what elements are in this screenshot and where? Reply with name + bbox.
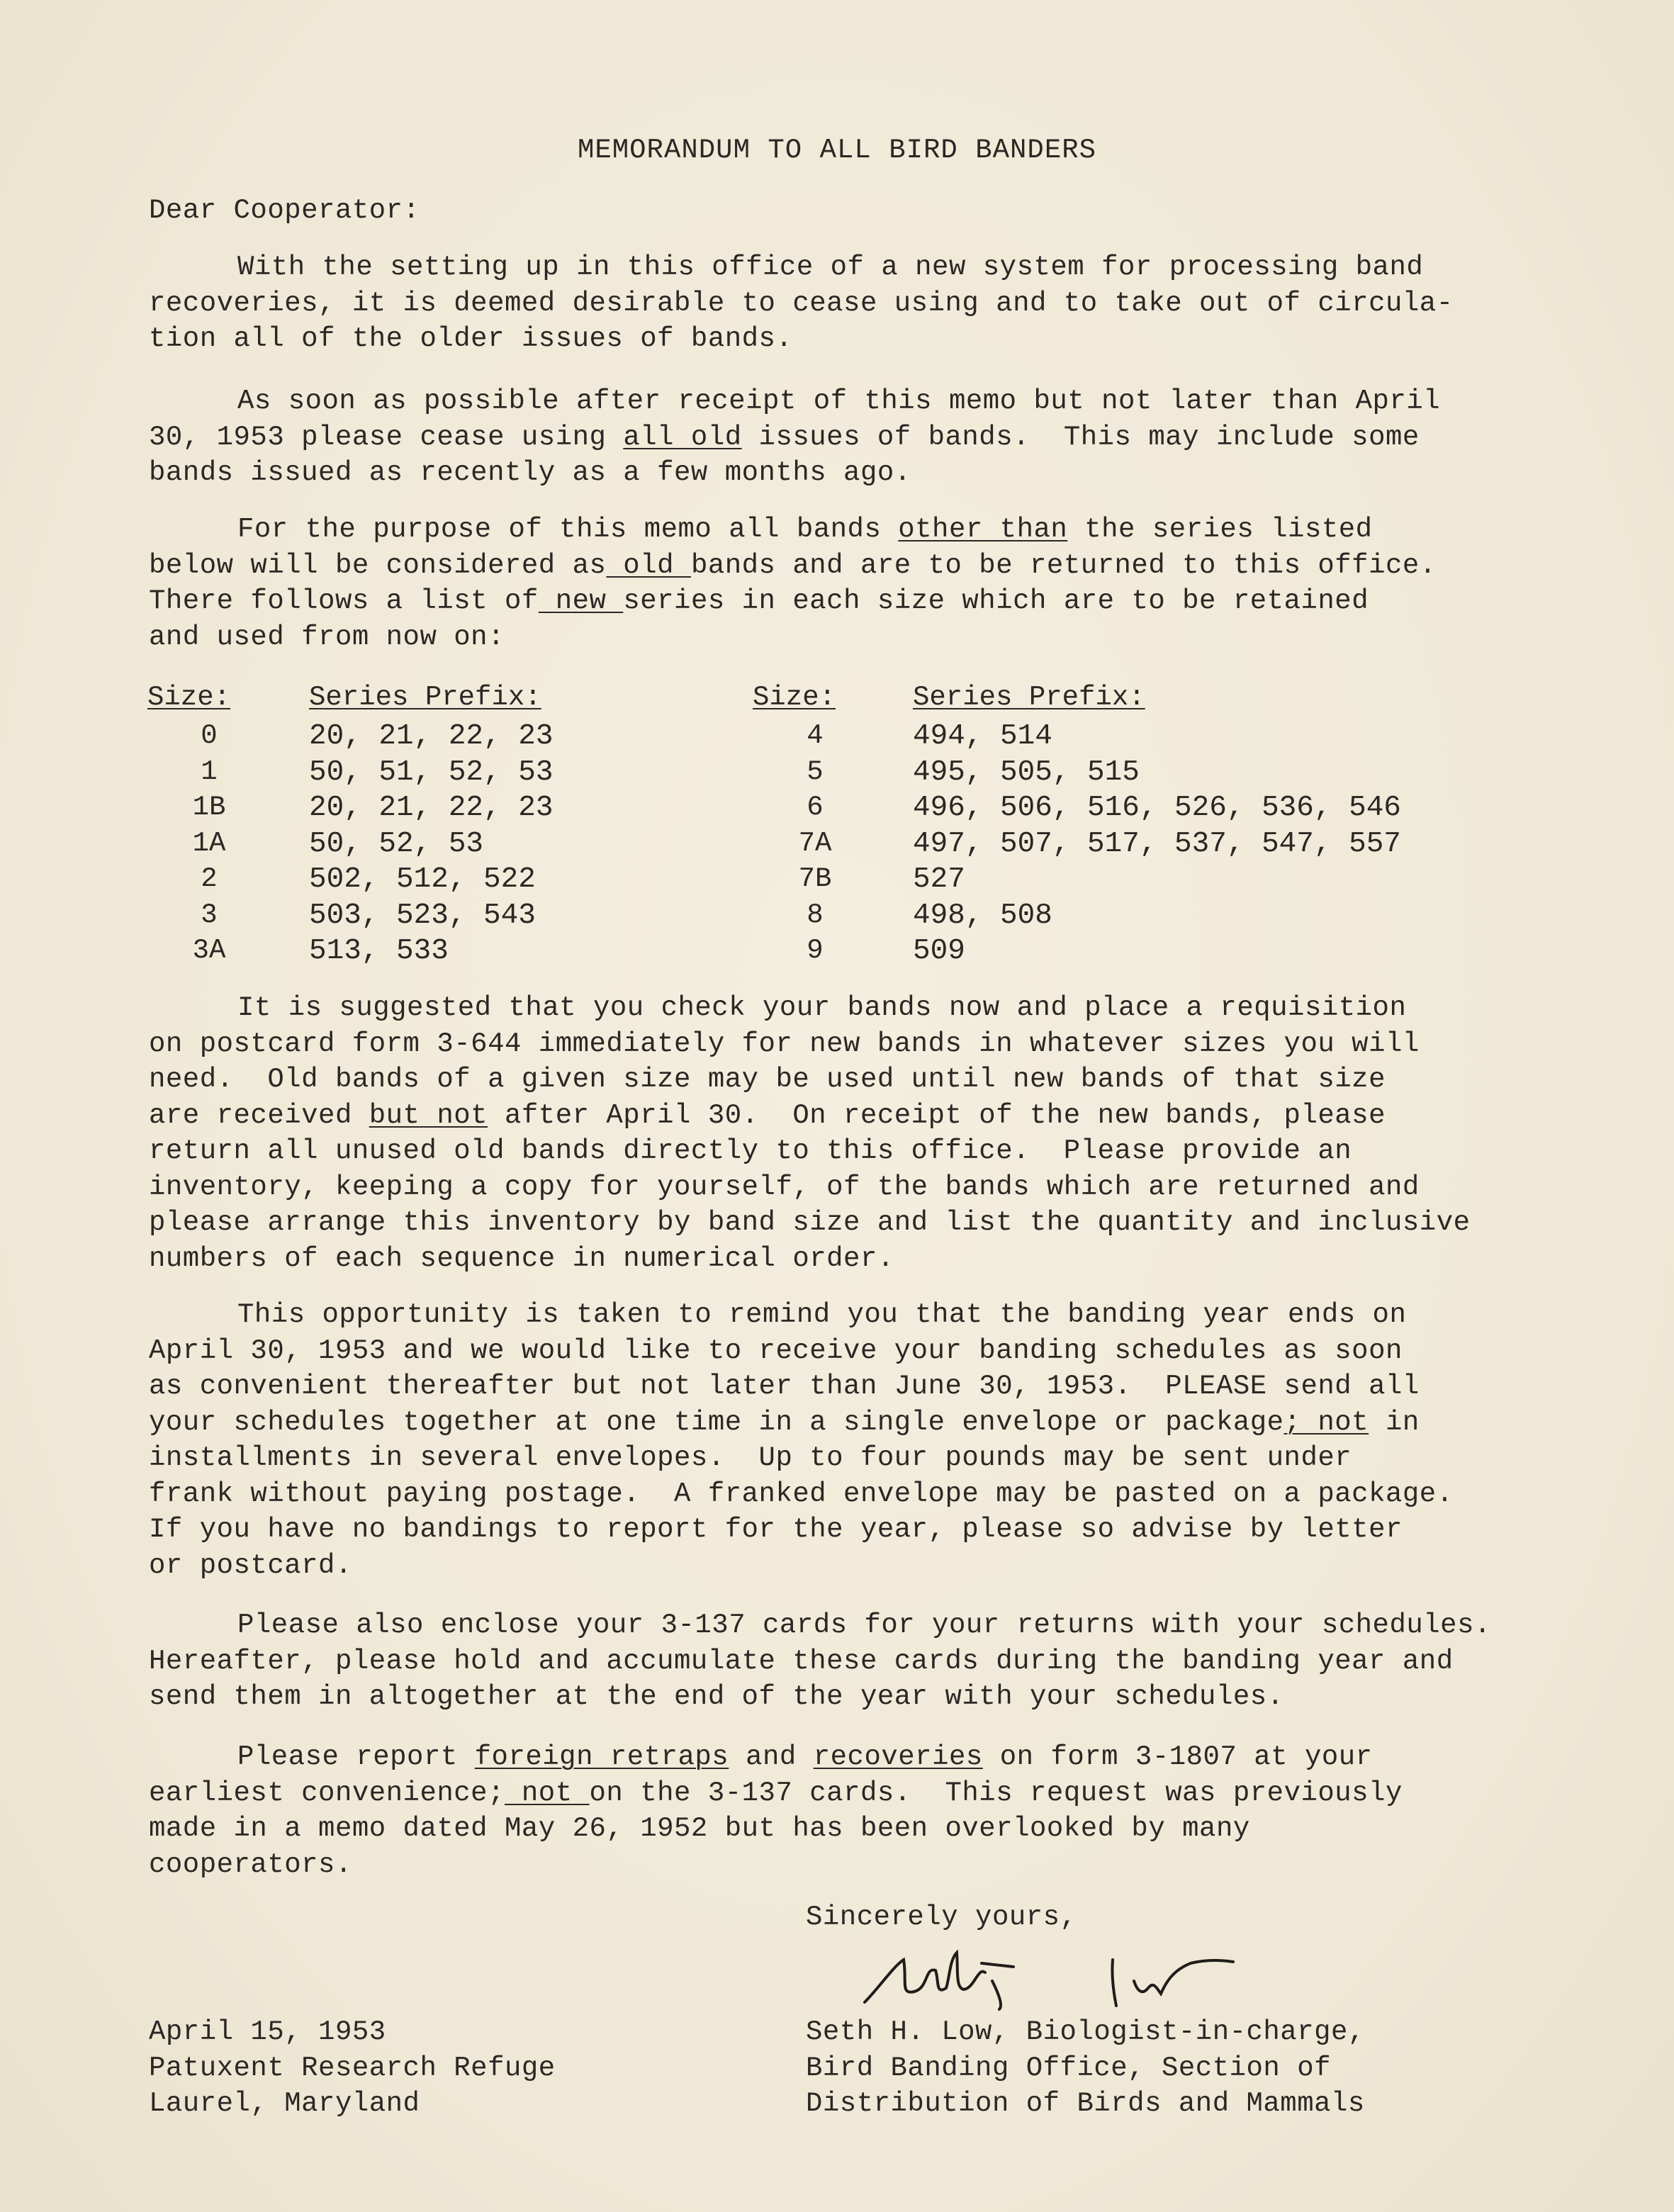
band-series-cell: 20, 21, 22, 23 bbox=[309, 720, 554, 753]
band-series-cell: 502, 512, 522 bbox=[309, 863, 536, 896]
band-series-cell: 513, 533 bbox=[309, 935, 449, 967]
band-series-cell: 527 bbox=[913, 863, 965, 896]
band-size-cell: 1 bbox=[201, 756, 218, 787]
paragraph-7 bbox=[149, 1739, 1566, 1882]
band-size-cell: 3 bbox=[201, 899, 218, 931]
paragraph-line: For the purpose of this memo all bands other than the series listed bbox=[237, 514, 1373, 545]
paragraph-4 bbox=[149, 990, 1566, 1276]
paragraph-line: or postcard. bbox=[149, 1549, 352, 1581]
paragraph-line: bands issued as recently as a few months ago. bbox=[149, 457, 911, 488]
size-header-right: Size: bbox=[753, 682, 836, 713]
paragraph-line: on postcard form 3-644 immediately for new bands in whatever sizes you will bbox=[149, 1028, 1420, 1060]
band-size-cell: 7A bbox=[798, 827, 832, 859]
band-series-cell: 20, 21, 22, 23 bbox=[309, 792, 554, 824]
memo-title: MEMORANDUM TO ALL BIRD BANDERS bbox=[577, 135, 1097, 166]
band-series-cell: 50, 51, 52, 53 bbox=[309, 756, 554, 789]
paragraph-line: return all unused old bands directly to this office. Please provide an bbox=[149, 1135, 1352, 1167]
paragraph-line: With the setting up in this office of a new system for processing band bbox=[237, 252, 1424, 283]
band-series-cell: 498, 508 bbox=[913, 899, 1052, 932]
signer-line: Seth H. Low, Biologist-in-charge, bbox=[806, 2016, 1365, 2048]
closing: Sincerely yours, bbox=[806, 1902, 1077, 1933]
paragraph-line: Hereafter, please hold and accumulate these cards during the banding year and bbox=[149, 1645, 1454, 1677]
signer-line: Bird Banding Office, Section of bbox=[806, 2052, 1332, 2084]
signer-line: Distribution of Birds and Mammals bbox=[806, 2088, 1365, 2119]
band-series-cell: 503, 523, 543 bbox=[309, 899, 536, 932]
paragraph-line: need. Old bands of a given size may be used until new bands of that size bbox=[149, 1064, 1386, 1095]
band-size-cell: 2 bbox=[201, 863, 218, 894]
paragraph-2 bbox=[149, 383, 1566, 491]
paragraph-line: Please also enclose your 3-137 cards for your returns with your schedules. bbox=[237, 1610, 1491, 1641]
paragraph-1 bbox=[149, 249, 1566, 357]
band-size-cell: 6 bbox=[807, 792, 824, 823]
paragraph-line: below will be considered as old bands and are to be returned to this office. bbox=[149, 549, 1437, 581]
paragraph-line: recoveries, it is deemed desirable to cease using and to take out of circula- bbox=[149, 287, 1454, 319]
paragraph-line: installments in several envelopes. Up to four pounds may be sent under bbox=[149, 1442, 1352, 1473]
paragraph-line: As soon as possible after receipt of this memo but not later than April bbox=[237, 386, 1441, 417]
band-size-cell: 7B bbox=[798, 863, 832, 894]
band-size-cell: 3A bbox=[192, 935, 226, 966]
series-header-left: Series Prefix: bbox=[309, 682, 541, 713]
paragraph-line: inventory, keeping a copy for yourself, of the bands which are returned and bbox=[149, 1171, 1420, 1203]
paragraph-6 bbox=[149, 1607, 1566, 1715]
band-size-cell: 5 bbox=[807, 756, 824, 787]
paragraph-line: numbers of each sequence in numerical order. bbox=[149, 1242, 894, 1274]
band-series-cell: 495, 505, 515 bbox=[913, 756, 1140, 789]
band-size-cell: 0 bbox=[201, 720, 218, 751]
salutation: Dear Cooperator: bbox=[149, 195, 420, 226]
band-series-cell: 497, 507, 517, 537, 547, 557 bbox=[913, 827, 1401, 860]
band-size-cell: 8 bbox=[807, 899, 824, 931]
paragraph-line: If you have no bandings to report for the year, please so advise by letter bbox=[149, 1514, 1403, 1545]
paragraph-line: please arrange this inventory by band size and list the quantity and inclusive bbox=[149, 1207, 1471, 1238]
paragraph-line: 30, 1953 please cease using all old issues of bands. This may include some bbox=[149, 421, 1420, 453]
band-series-cell: 509 bbox=[913, 935, 965, 967]
size-header-left: Size: bbox=[147, 682, 231, 713]
band-size-cell: 1A bbox=[192, 827, 226, 859]
paragraph-line: This opportunity is taken to remind you that the banding year ends on bbox=[237, 1299, 1407, 1330]
paragraph-line: send them in altogether at the end of the year with your schedules. bbox=[149, 1681, 1284, 1712]
paragraph-line: April 30, 1953 and we would like to receive your banding schedules as soon bbox=[149, 1335, 1403, 1366]
signature-image bbox=[850, 1938, 1276, 2016]
paragraph-line: frank without paying postage. A franked envelope may be pasted on a package. bbox=[149, 1478, 1454, 1510]
paragraph-line: cooperators. bbox=[149, 1848, 352, 1880]
paragraph-line: as convenient thereafter but not later than June 30, 1953. PLEASE send all bbox=[149, 1371, 1420, 1402]
paragraph-3 bbox=[149, 512, 1566, 655]
band-size-cell: 1B bbox=[192, 792, 226, 823]
paragraph-5 bbox=[149, 1297, 1566, 1583]
date-block bbox=[149, 2014, 787, 2122]
series-header-right: Series Prefix: bbox=[913, 682, 1145, 713]
paragraph-line: tion all of the older issues of bands. bbox=[149, 323, 793, 354]
band-size-cell: 9 bbox=[807, 935, 824, 966]
signer-block bbox=[806, 2014, 1621, 2122]
paragraph-line: and used from now on: bbox=[149, 621, 505, 653]
band-series-cell: 496, 506, 516, 526, 536, 546 bbox=[913, 792, 1401, 824]
location-line: Laurel, Maryland bbox=[149, 2088, 420, 2119]
paragraph-line: your schedules together at one time in a single envelope or package; not in bbox=[149, 1406, 1420, 1438]
band-size-cell: 4 bbox=[807, 720, 824, 751]
paragraph-line: There follows a list of new series in each size which are to be retained bbox=[149, 585, 1369, 617]
paragraph-line: It is suggested that you check your bands now and place a requisition bbox=[237, 992, 1407, 1023]
paragraph-line: are received but not after April 30. On receipt of the new bands, please bbox=[149, 1099, 1386, 1131]
date-line: April 15, 1953 bbox=[149, 2016, 386, 2048]
paragraph-line: made in a memo dated May 26, 1952 but has been overlooked by many bbox=[149, 1813, 1250, 1844]
paragraph-line: Please report foreign retraps and recoveries on form 3-1807 at your bbox=[237, 1741, 1373, 1773]
band-series-cell: 494, 514 bbox=[913, 720, 1052, 753]
band-series-cell: 50, 52, 53 bbox=[309, 827, 484, 860]
location-line: Patuxent Research Refuge bbox=[149, 2052, 556, 2084]
paragraph-line: earliest convenience; not on the 3-137 cards. This request was previously bbox=[149, 1777, 1403, 1809]
